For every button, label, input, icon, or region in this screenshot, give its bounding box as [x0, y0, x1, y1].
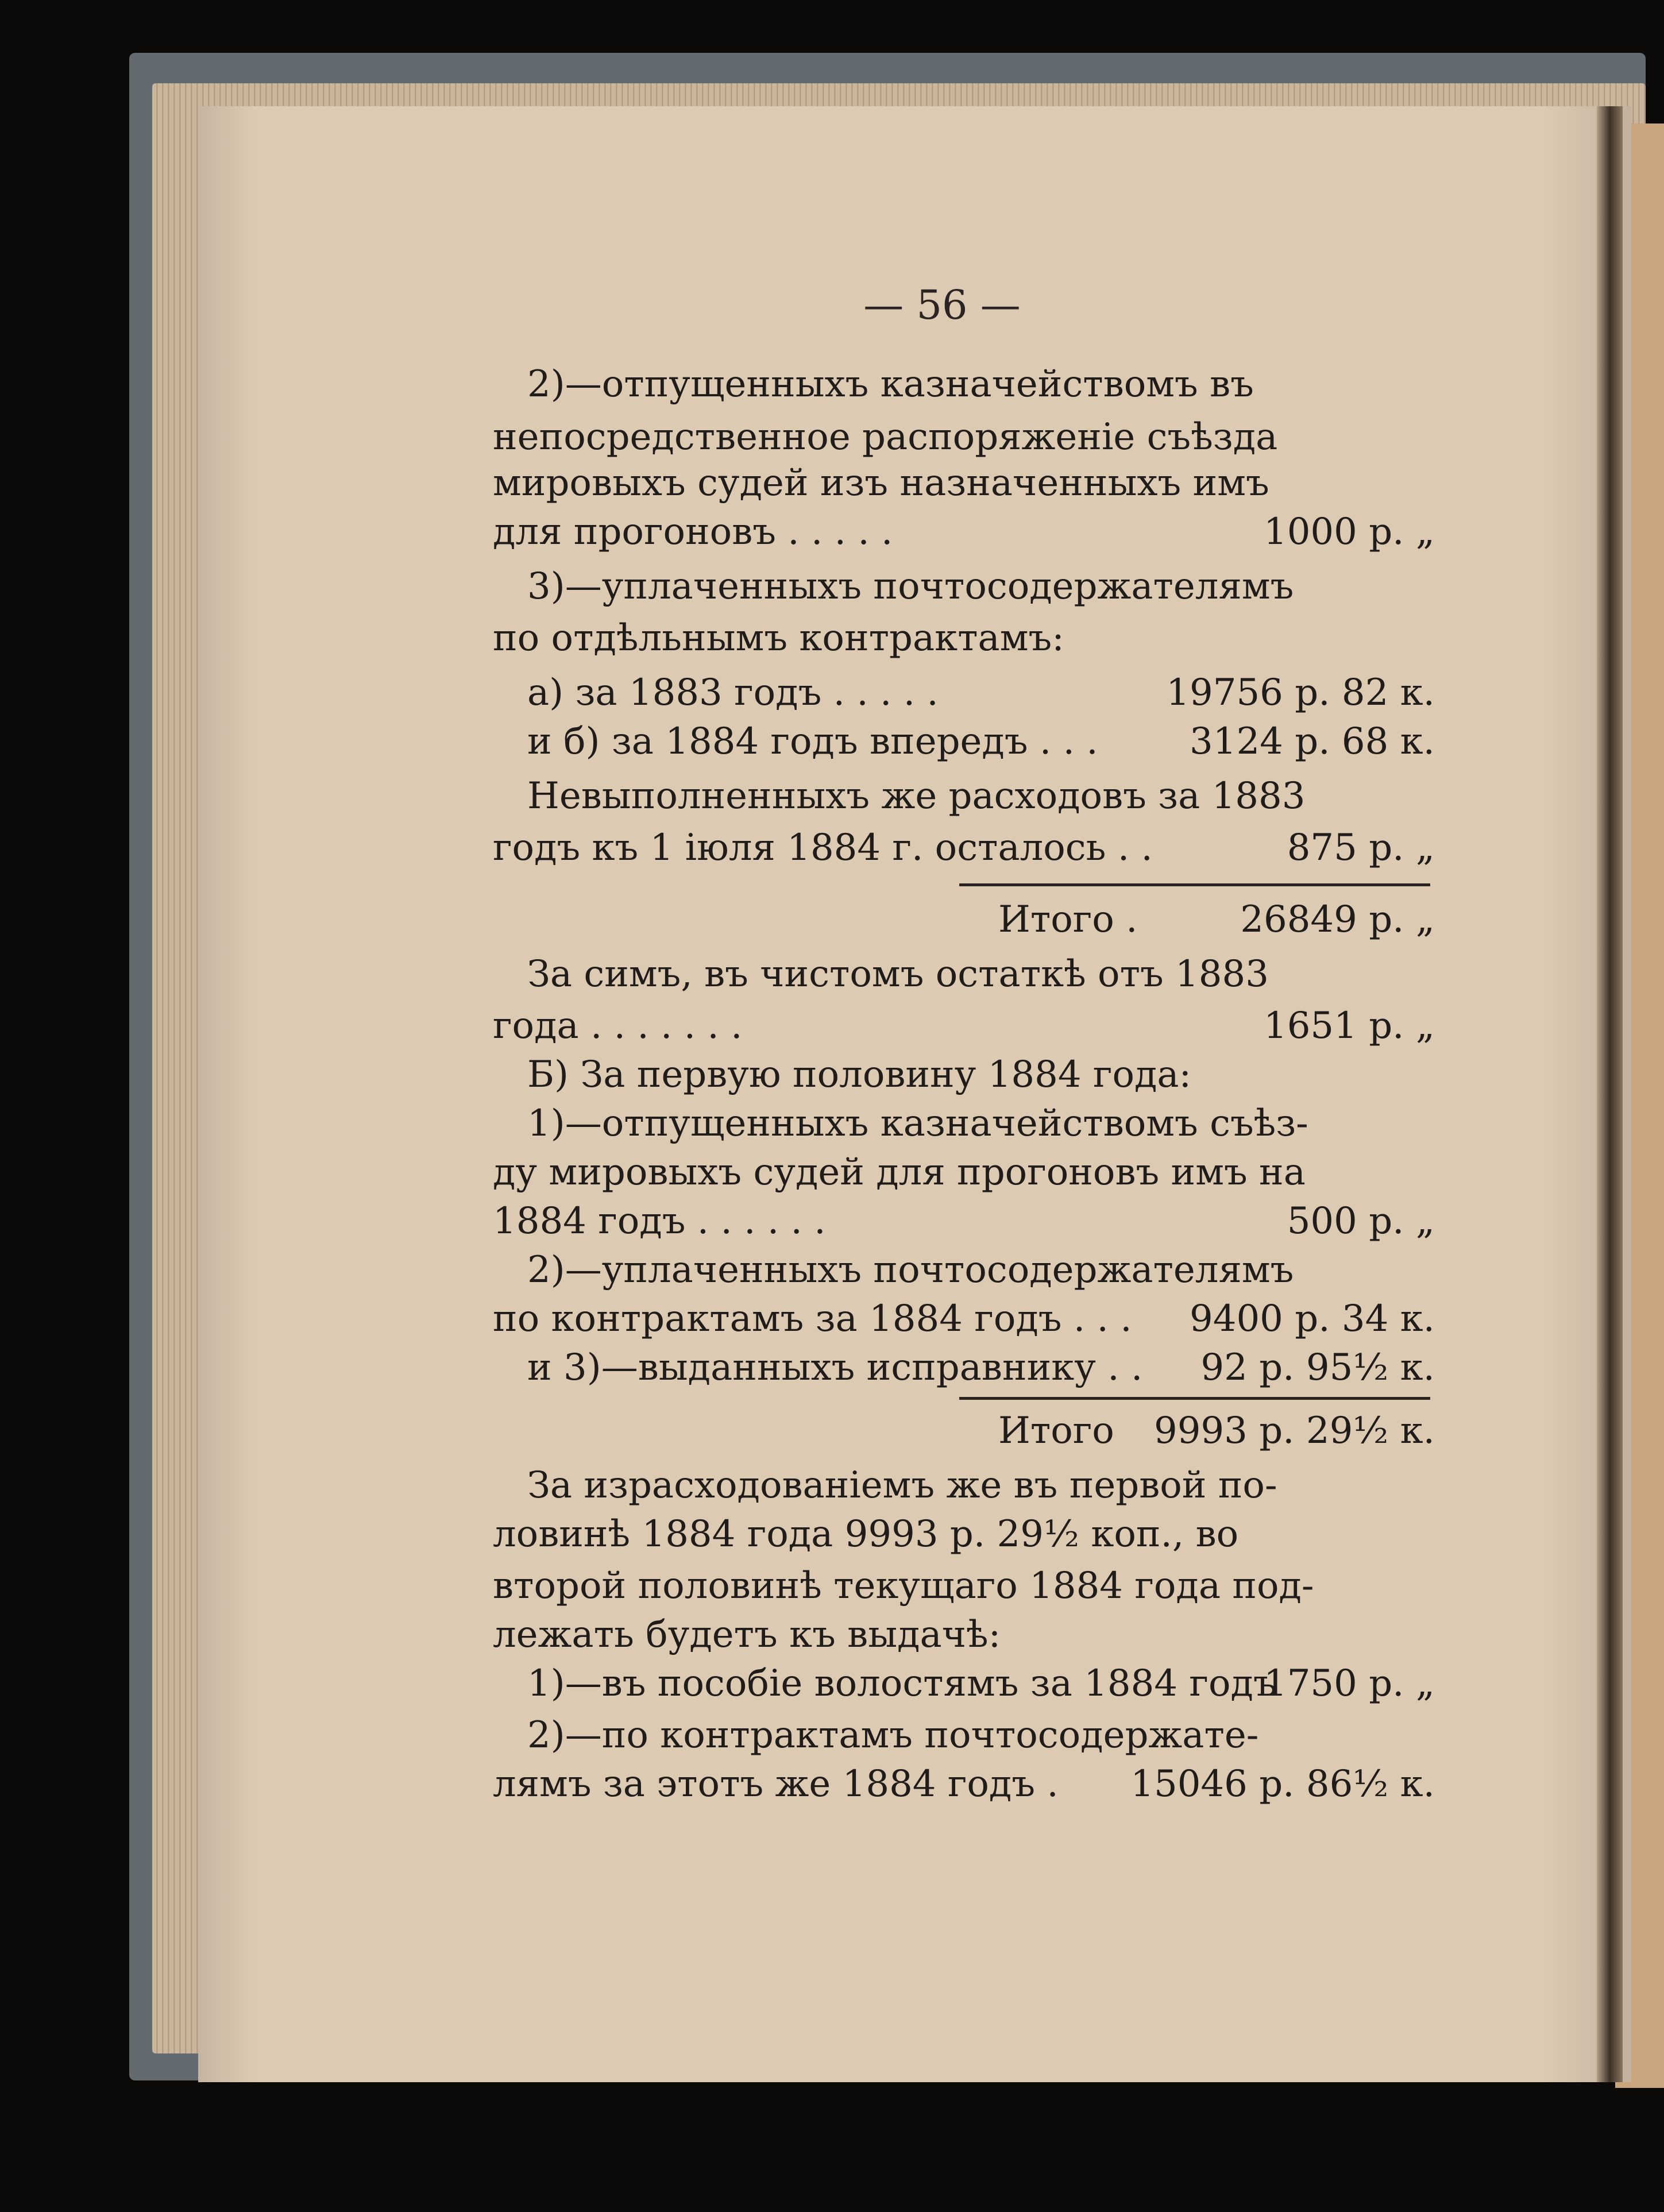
line-text: 3)—уплаченныхъ почтосодержателямъ [527, 565, 1294, 608]
line-text: Б) За первую половину 1884 года: [527, 1053, 1192, 1096]
line-amount: 92 р. 95½ к. [1200, 1346, 1435, 1389]
text-line [493, 1657, 1435, 1710]
line-text: по контрактамъ за 1884 годъ . . . [493, 1298, 1132, 1340]
total-amount: 26849 р. „ [1240, 898, 1435, 941]
text-line [493, 560, 1435, 613]
text-line [493, 999, 1435, 1052]
line-text: 1884 годъ . . . . . . [493, 1200, 826, 1242]
line-text: а) за 1883 годъ . . . . . [527, 671, 939, 714]
text-line [493, 1758, 1435, 1810]
line-text: ловинѣ 1884 года 9993 р. 29½ коп., во [493, 1513, 1239, 1555]
book-gutter [1597, 106, 1623, 2082]
total-line [493, 1404, 1435, 1457]
total-line [493, 893, 1435, 946]
line-text: и 3)—выданныхъ исправнику . . [527, 1346, 1143, 1389]
line-text: лямъ за этотъ же 1884 годъ . [493, 1763, 1059, 1805]
text-line [493, 770, 1435, 823]
text-line [493, 1559, 1435, 1612]
line-text: 2)—отпущенныхъ казначействомъ въ [527, 363, 1254, 406]
line-text: для прогоновъ . . . . . [493, 511, 893, 553]
total-label: Итого [998, 1410, 1114, 1452]
line-text: 2)—уплаченныхъ почтосодержателямъ [527, 1249, 1294, 1291]
line-amount: 3124 р. 68 к. [1190, 720, 1435, 763]
line-amount: 1651 р. „ [1263, 1005, 1435, 1047]
line-amount: 500 р. „ [1287, 1200, 1435, 1242]
total-rule [959, 1397, 1430, 1400]
text-line [493, 1146, 1435, 1199]
line-text: 1)—отпущенныхъ казначействомъ съѣз- [527, 1102, 1308, 1145]
line-amount: 19756 р. 82 к. [1166, 671, 1435, 714]
line-text: годъ къ 1 іюля 1884 г. осталось . . [493, 827, 1153, 869]
text-line [493, 1048, 1435, 1101]
text-line [493, 411, 1435, 464]
text-line [493, 1292, 1435, 1345]
line-text: и б) за 1884 годъ впередъ . . . [527, 720, 1098, 763]
line-text: Невыполненныхъ же расходовъ за 1883 [527, 775, 1306, 817]
page-number: — 56 — [863, 281, 1021, 329]
text-line [493, 666, 1435, 719]
line-text: года . . . . . . . [493, 1005, 743, 1047]
text-line [493, 457, 1435, 509]
line-text: лежать будетъ къ выдачѣ: [493, 1613, 1001, 1656]
line-text: ду мировыхъ судей для прогоновъ имъ на [493, 1151, 1306, 1194]
text-line [493, 1341, 1435, 1394]
line-amount: 1000 р. „ [1263, 511, 1435, 553]
line-text: За израсходованіемъ же въ первой по- [527, 1464, 1277, 1507]
line-text: мировыхъ судей изъ назначенныхъ имъ [493, 462, 1269, 504]
text-line [493, 1508, 1435, 1561]
line-amount: 15046 р. 86½ к. [1130, 1763, 1435, 1805]
text-line [493, 1195, 1435, 1248]
line-text: За симъ, въ чистомъ остаткѣ отъ 1883 [527, 953, 1269, 995]
line-text: второй половинѣ текущаго 1884 года под- [493, 1565, 1314, 1607]
text-line [493, 1097, 1435, 1150]
text-line [493, 1608, 1435, 1661]
line-text: 1)—въ пособіе волостямъ за 1884 годъ [527, 1662, 1277, 1705]
line-text: по отдѣльнымъ контрактамъ: [493, 617, 1064, 659]
text-line [493, 358, 1435, 411]
total-label: Итого . [998, 898, 1138, 941]
line-text: непосредственное распоряженіе съѣзда [493, 416, 1278, 458]
text-line [493, 1244, 1435, 1296]
line-amount: 1750 р. „ [1263, 1662, 1435, 1705]
text-line [493, 821, 1435, 874]
text-line [493, 1459, 1435, 1512]
text-line [493, 505, 1435, 558]
text-line [493, 612, 1435, 665]
line-text: 2)—по контрактамъ почтосодержате- [527, 1714, 1259, 1757]
total-amount: 9993 р. 29½ к. [1153, 1410, 1435, 1452]
text-line [493, 948, 1435, 1001]
total-rule [959, 883, 1430, 886]
line-amount: 875 р. „ [1287, 827, 1435, 869]
line-amount: 9400 р. 34 к. [1190, 1298, 1435, 1340]
text-line [493, 715, 1435, 768]
text-line [493, 1709, 1435, 1762]
